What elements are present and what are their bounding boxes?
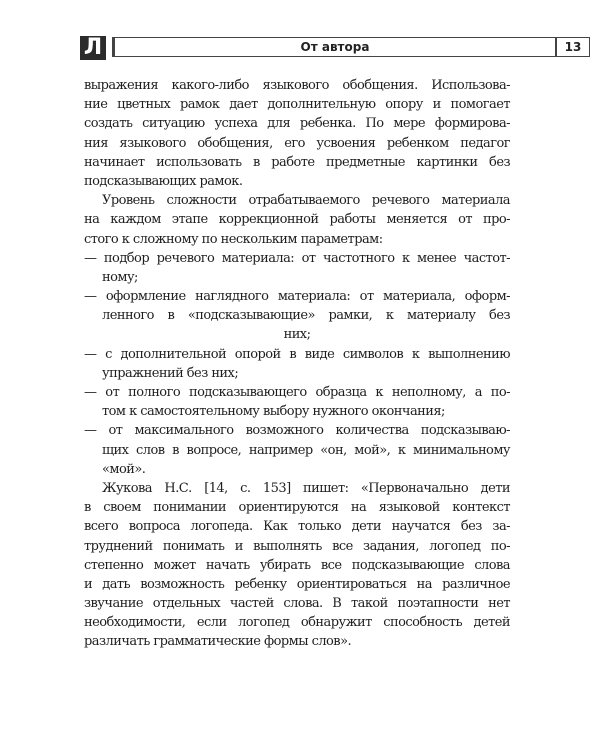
list-item-line: щих слов в вопросе, например «он, мой», к минимальному [102,442,510,458]
text-line: труднений понимать и выполнять все задания, логопед по- [84,538,510,554]
text-line: начинает использовать в работе предметные картинки без [84,154,510,170]
running-header [80,35,582,60]
text-line: ния языкового обобщения, его усвоения ребенком педагог [84,135,510,151]
list-item-line: ному; [102,269,138,285]
text-line: создать ситуацию успеха для ребенка. По мере формирова- [84,116,510,132]
list-item-line: «мой». [102,461,146,477]
text-line: степенно может начать убирать все подсказывающие слова [84,557,510,573]
section-title-bar [112,37,556,57]
text-line: Жукова Н.С. [14, с. 153] пишет: «Первоначально дети [102,480,510,496]
text-line: необходимости, если логопед обнаружит способность детей [84,615,510,631]
text-line: на каждом этапе коррекционной работы меняется от про- [84,212,510,228]
text-line: и дать возможность ребенку ориентироваться на различное [84,576,510,592]
text-line: выражения какого-либо языкового обобщения. Использова- [84,78,510,93]
text-line: стого к сложному по нескольким параметрам: [84,231,383,247]
text-line: звучание отдельных частей слова. В такой поэтапности нет [84,596,510,612]
text-line: в своем понимании ориентируются на языковой контекст [84,500,510,516]
body-text [84,76,510,652]
text-line: Уровень сложности отрабатываемого речевого материала [102,193,510,209]
list-item-line: — подбор речевого материала: от частотного к менее частот- [84,250,510,266]
chapter-logo: Л [80,36,106,60]
list-item-line: — оформление наглядного материала: от материала, оформ- [84,289,510,305]
list-item-line: упражнений без них; [102,365,239,381]
list-item-line: — от максимального возможного количества подсказываю- [84,423,510,439]
list-item-line: них; [283,327,311,343]
list-item-line: — от полного подсказывающего образца к неполному, а по- [84,385,510,400]
text-line: всего вопроса логопеда. Как только дети научатся без за- [84,519,510,535]
page-number: 13 [556,37,590,57]
text-line: подсказывающих рамок. [84,173,243,189]
text-line: ние цветных рамок дает дополнительную опору и помогает [84,97,510,113]
list-item-line: ленного в «подсказывающие» рамки, к материалу без [102,308,510,324]
list-item-line: том к самостоятельному выбору нужного окончания; [102,404,445,420]
text-line: различать грамматические формы слов». [84,634,352,650]
section-title: От автора [300,40,370,54]
list-item-line: — с дополнительной опорой в виде символов к выполнению [84,346,510,362]
